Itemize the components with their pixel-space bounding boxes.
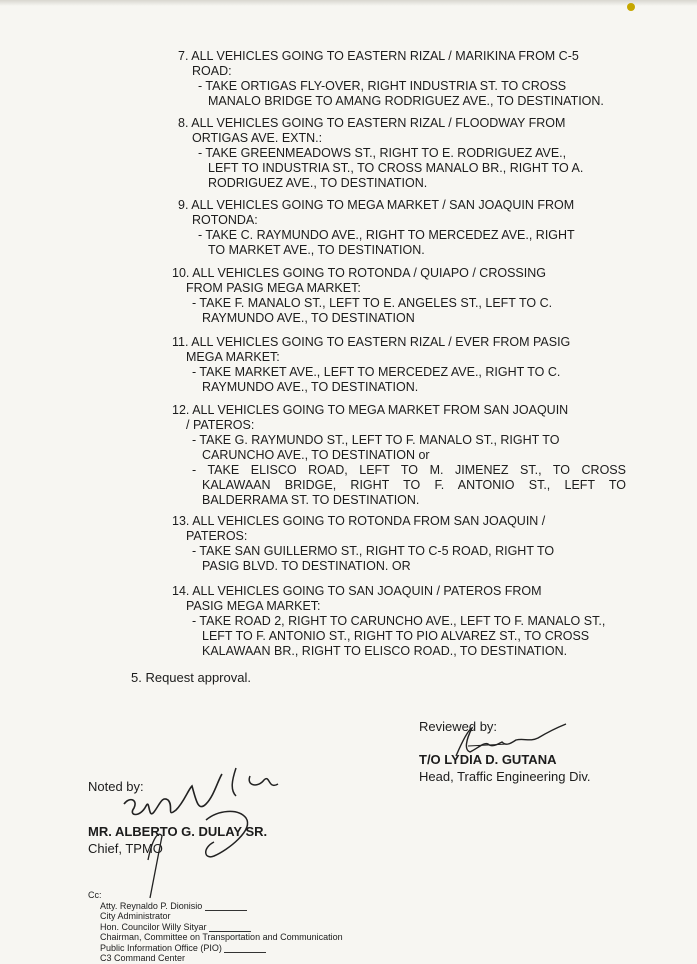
route-line: LEFT TO F. ANTONIO ST., RIGHT TO PIO ALVAREZ ST., TO CROSS xyxy=(202,629,590,643)
item-heading-cont: ORTIGAS AVE. EXTN.: xyxy=(192,131,323,145)
route-item-11 xyxy=(172,335,642,395)
route-item-7 xyxy=(178,49,648,109)
route-line: - TAKE C. RAYMUNDO AVE., RIGHT TO MERCEDEZ AVE., RIGHT xyxy=(198,228,575,242)
item-heading-cont: ROTONDA: xyxy=(192,213,258,227)
route-line: PASIG BLVD. TO DESTINATION. OR xyxy=(202,559,411,573)
yellow-dot-mark xyxy=(627,3,635,11)
reviewer-signature xyxy=(448,722,578,762)
item-heading: ALL VEHICLES GOING TO EASTERN RIZAL / EVER FROM PASIG xyxy=(191,335,571,349)
item-number: 10. xyxy=(172,266,190,280)
route-line: - TAKE F. MANALO ST., LEFT TO E. ANGELES ST., LEFT TO C. xyxy=(192,296,553,310)
noter-signature xyxy=(118,760,298,900)
item-heading: ALL VEHICLES GOING TO EASTERN RIZAL / MARIKINA FROM C-5 xyxy=(191,49,579,63)
noter-title: Chief, TPMO xyxy=(88,841,163,856)
item-heading: ALL VEHICLES GOING TO MEGA MARKET FROM SAN JOAQUIN xyxy=(192,403,569,417)
cc-line: Atty. Reynaldo P. Dionisio xyxy=(100,900,203,911)
signature-blank xyxy=(205,902,247,911)
reviewed-label: Reviewed by: xyxy=(419,719,498,734)
cc-line: Chairman, Committee on Transportation and Communication xyxy=(100,932,343,942)
item-heading: ALL VEHICLES GOING TO ROTONDA / QUIAPO / CROSSING xyxy=(192,266,546,280)
route-line: LEFT TO INDUSTRIA ST., TO CROSS MANALO BR., RIGHT TO A. xyxy=(208,161,584,175)
page-top-edge xyxy=(0,0,697,6)
item-heading: ALL VEHICLES GOING TO EASTERN RIZAL / FLOODWAY FROM xyxy=(191,116,566,130)
route-line: - TAKE ORTIGAS FLY-OVER, RIGHT INDUSTRIA ST. TO CROSS xyxy=(198,79,567,93)
route-line: MANALO BRIDGE TO AMANG RODRIGUEZ AVE., TO DESTINATION. xyxy=(208,94,604,108)
route-line: KALAWAAN BR., RIGHT TO ELISCO ROAD., TO DESTINATION. xyxy=(202,644,568,658)
route-line: RAYMUNDO AVE., TO DESTINATION. xyxy=(202,380,419,394)
cc-line: C3 Command Center xyxy=(100,953,186,963)
cc-line: Hon. Councilor Willy Sityar xyxy=(100,921,207,932)
cc-line: Public Information Office (PIO) xyxy=(100,942,222,953)
cc-list xyxy=(88,890,343,964)
route-item-13 xyxy=(172,514,642,574)
item-heading: ALL VEHICLES GOING TO ROTONDA FROM SAN JOAQUIN / xyxy=(192,514,546,528)
item-number: 7. xyxy=(178,49,189,63)
item-number: 8. xyxy=(178,116,189,130)
route-line: - TAKE G. RAYMUNDO ST., LEFT TO F. MANALO ST., RIGHT TO xyxy=(192,433,560,447)
route-line: KALAWAAN BRIDGE, RIGHT TO F. ANTONIO ST., LEFT TO xyxy=(202,478,626,492)
item-number: 13. xyxy=(172,514,190,528)
noter-name: MR. ALBERTO G. DULAY SR. xyxy=(88,824,268,839)
request-approval: 5. Request approval. xyxy=(131,670,251,685)
item-heading-cont: MEGA MARKET: xyxy=(186,350,280,364)
route-line: - TAKE MARKET AVE., LEFT TO MERCEDEZ AVE., RIGHT TO C. xyxy=(192,365,561,379)
route-item-8 xyxy=(178,116,648,191)
item-number: 9. xyxy=(178,198,189,212)
signature-blank xyxy=(224,944,266,953)
route-line: RODRIGUEZ AVE., TO DESTINATION. xyxy=(208,176,428,190)
route-item-12 xyxy=(172,403,626,508)
item-heading: ALL VEHICLES GOING TO MEGA MARKET / SAN JOAQUIN FROM xyxy=(191,198,575,212)
noted-label: Noted by: xyxy=(88,779,144,794)
route-item-10 xyxy=(172,266,642,326)
item-heading-cont: FROM PASIG MEGA MARKET: xyxy=(186,281,361,295)
reviewer-title: Head, Traffic Engineering Div. xyxy=(419,769,591,784)
item-heading-cont: / PATEROS: xyxy=(186,418,255,432)
route-item-9 xyxy=(178,198,648,258)
reviewer-name: T/O LYDIA D. GUTANA xyxy=(419,752,557,767)
item-heading-cont: PASIG MEGA MARKET: xyxy=(186,599,321,613)
route-line: RAYMUNDO AVE., TO DESTINATION xyxy=(202,311,415,325)
item-heading-cont: ROAD: xyxy=(192,64,232,78)
route-line: - TAKE SAN GUILLERMO ST., RIGHT TO C-5 ROAD, RIGHT TO xyxy=(192,544,555,558)
route-line: - TAKE ELISCO ROAD, LEFT TO M. JIMENEZ ST., TO CROSS xyxy=(192,463,626,477)
route-line: - TAKE ROAD 2, RIGHT TO CARUNCHO AVE., LEFT TO F. MANALO ST., xyxy=(192,614,606,628)
item-heading: ALL VEHICLES GOING TO SAN JOAQUIN / PATEROS FROM xyxy=(192,584,542,598)
cc-line: City Administrator xyxy=(100,911,171,921)
signature-blank xyxy=(209,923,251,932)
route-line: BALDERRAMA ST. TO DESTINATION. xyxy=(202,493,420,507)
item-heading-cont: PATEROS: xyxy=(186,529,248,543)
route-line: - TAKE GREENMEADOWS ST., RIGHT TO E. RODRIGUEZ AVE., xyxy=(198,146,567,160)
cc-label: Cc: xyxy=(88,890,102,900)
route-line: TO MARKET AVE., TO DESTINATION. xyxy=(208,243,425,257)
route-line: CARUNCHO AVE., TO DESTINATION or xyxy=(202,448,430,462)
route-item-14 xyxy=(172,584,642,659)
item-number: 11. xyxy=(172,335,189,349)
item-number: 12. xyxy=(172,403,190,417)
item-number: 14. xyxy=(172,584,190,598)
